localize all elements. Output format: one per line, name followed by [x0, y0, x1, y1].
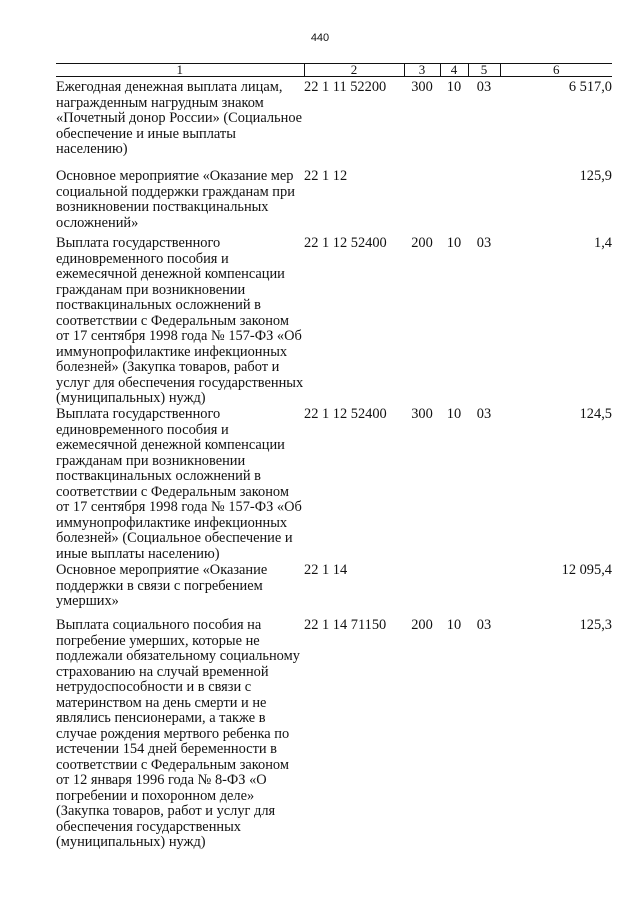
- row-name: Выплата государственного единовременного пособия и ежемесячной денежной компенсации гражданам при возникновении поствакцинальных осложнений в соответствии с Федеральным законом от 17 сентября 1998 года № 157-ФЗ «Об иммунопрофилактике инфекционных болезней» (Закупка товаров, работ и услуг для обеспечения государственных (муниципальных) нужд): [56, 235, 304, 406]
- row-subsection: 03: [476, 79, 492, 95]
- row-section: 10: [446, 617, 462, 633]
- row-subsection: [468, 169, 500, 236]
- header-col-6: 6: [500, 64, 612, 77]
- row-subsection: 03: [476, 406, 492, 422]
- table-row: [56, 169, 612, 236]
- row-sum: 1,4: [594, 235, 612, 251]
- header-col-1: 1: [56, 64, 304, 77]
- page-number: 440: [310, 32, 330, 44]
- table-row: [56, 407, 612, 563]
- row-expense-type: 200: [411, 235, 433, 251]
- row-section: 10: [446, 79, 462, 95]
- header-col-5: 5: [468, 64, 500, 77]
- row-name: Основное мероприятие «Оказание поддержки в связи с погребением умерших»: [56, 562, 268, 609]
- row-section: [440, 169, 468, 236]
- row-section: [440, 563, 468, 618]
- row-sum: 125,3: [579, 617, 612, 633]
- row-name: Выплата государственного единовременного пособия и ежемесячной денежной компенсации гражданам при возникновении поствакцинальных осложнений в соответствии с Федеральным законом от 17 сентября 1998 года № 157-ФЗ «Об иммунопрофилактике инфекционных болезней» (Социальное обеспечение и иные выплаты населению): [56, 406, 302, 562]
- budget-table: [56, 63, 612, 851]
- row-expense-type: 300: [411, 79, 433, 95]
- table-row: [56, 618, 612, 851]
- row-sum: 12 095,4: [561, 562, 612, 578]
- row-code: 22 1 12 52400: [304, 235, 387, 251]
- header-col-4: 4: [440, 64, 468, 77]
- row-section: 10: [446, 406, 462, 422]
- row-expense-type: [404, 169, 440, 236]
- row-subsection: [468, 563, 500, 618]
- row-sum: 125,9: [579, 168, 612, 184]
- row-subsection: 03: [476, 235, 492, 251]
- row-code: 22 1 12: [304, 168, 348, 184]
- table-row: [56, 77, 612, 170]
- header-col-2: 2: [304, 64, 404, 77]
- row-sum: 6 517,0: [568, 79, 612, 95]
- row-code: 22 1 14 71150: [304, 617, 387, 633]
- row-sum: 124,5: [579, 406, 612, 422]
- row-code: 22 1 12 52400: [304, 406, 387, 422]
- table-row: [56, 563, 612, 618]
- row-section: 10: [446, 235, 462, 251]
- row-subsection: 03: [476, 617, 492, 633]
- row-code: 22 1 14: [304, 562, 348, 578]
- table-row: [56, 236, 612, 407]
- row-expense-type: 300: [411, 406, 433, 422]
- row-expense-type: [404, 563, 440, 618]
- row-code: 22 1 11 52200: [304, 79, 387, 95]
- row-name: Ежегодная денежная выплата лицам, награжденным нагрудным знаком «Почетный донор России» (Социальное обеспечение и иные выплаты населению): [56, 79, 303, 157]
- row-name: Выплата социального пособия на погребение умерших, которые не подлежали обязательному социальному страхованию на случай временной нетрудоспособности и в связи с материнством на день смерти и не являлись пенсионерами, а также в случае рождения мертвого ребенка по истечении 154 дней беременности в соответствии с Федеральным законом от 12 января 1996 года № 8-ФЗ «О погребении и похоронном деле» (Закупка товаров, работ и услуг для обеспечения государственных (муниципальных) нужд): [56, 617, 300, 850]
- row-name: Основное мероприятие «Оказание мер социальной поддержки гражданам при возникновении поствакцинальных осложнений»: [56, 168, 295, 231]
- row-expense-type: 200: [411, 617, 433, 633]
- header-col-3: 3: [404, 64, 440, 77]
- table-header-row: [56, 64, 612, 77]
